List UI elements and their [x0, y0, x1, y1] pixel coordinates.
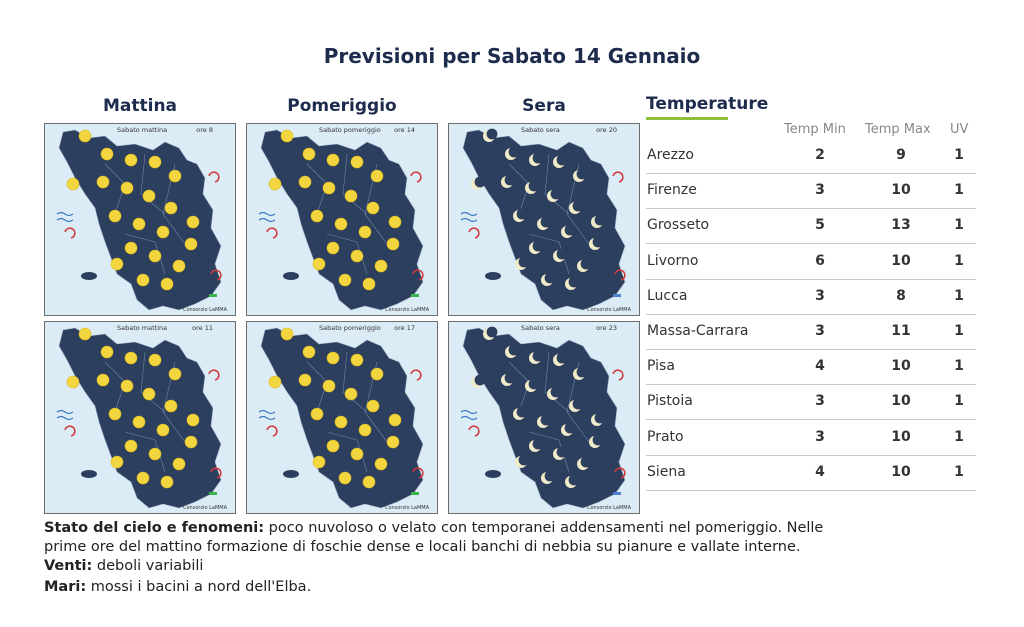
moon-icon-shadow [569, 277, 580, 288]
wind-arrow-icon [65, 426, 75, 436]
moon-icon-shadow [573, 201, 584, 212]
temp-max-value: 10 [891, 428, 911, 445]
panel-label: Sabato mattina [117, 126, 168, 134]
sun-icon [313, 456, 325, 468]
sky-text-2: prime ore del mattino formazione di foschie dense e locali banchi di nebbia su pianure e vallate interne. [44, 539, 801, 555]
sun-icon [149, 354, 161, 366]
column-header-pomeriggio: Pomeriggio [287, 96, 397, 116]
sea-text: mossi i bacini a nord dell'Elba. [86, 579, 312, 595]
wind-arrow-icon [411, 172, 421, 182]
moon-icon-shadow [517, 407, 528, 418]
island-shape [485, 272, 501, 280]
sun-icon [367, 202, 379, 214]
temp-max-value: 10 [891, 182, 911, 199]
moon-icon-shadow [577, 169, 588, 180]
panel-credit: Consorzio LaMMA [183, 505, 227, 511]
sun-icon [149, 448, 161, 460]
sun-icon [327, 242, 339, 254]
moon-icon-shadow [529, 181, 540, 192]
wave-icon [461, 219, 477, 222]
sun-icon [125, 154, 137, 166]
sun-icon [299, 176, 311, 188]
sun-icon [67, 376, 79, 388]
moon-icon-shadow [545, 471, 556, 482]
moon-icon-shadow [529, 379, 540, 390]
sun-icon [299, 374, 311, 386]
sun-icon [149, 250, 161, 262]
temp-min-value: 3 [815, 182, 825, 199]
sun-icon [351, 354, 363, 366]
wind-arrow-icon [209, 370, 219, 380]
sun-icon [109, 408, 121, 420]
city-name: Siena [647, 463, 686, 480]
temp-max-value: 9 [896, 147, 906, 163]
panel-label: Sabato sera [521, 126, 560, 134]
moon-icon-shadow [541, 415, 552, 426]
temp-min-value: 3 [815, 323, 825, 339]
moon-icon-shadow [569, 475, 580, 486]
island-shape [81, 272, 97, 280]
wave-icon [259, 417, 275, 420]
city-name: Grosseto [647, 217, 710, 234]
map-panel-2[interactable] [246, 123, 438, 316]
moon-icon-shadow [595, 413, 606, 424]
table-row [646, 139, 976, 174]
sun-icon [327, 154, 339, 166]
sun-icon [161, 278, 173, 290]
sun-icon [185, 436, 197, 448]
sun-icon [281, 130, 293, 142]
sun-icon [269, 376, 281, 388]
panel-credit: Consorzio LaMMA [385, 307, 429, 313]
temp-max-value: 8 [896, 287, 906, 304]
sun-icon [313, 258, 325, 270]
sun-icon [345, 388, 357, 400]
sky-label: Stato del cielo e fenomeni: [44, 520, 265, 536]
table-row [646, 280, 976, 315]
moon-icon-shadow [551, 387, 562, 398]
temp-min-value: 6 [815, 252, 825, 269]
panel-time: ore 20 [596, 126, 617, 134]
sun-icon [111, 258, 123, 270]
sun-icon [79, 130, 91, 142]
temp-max-value: 11 [891, 323, 911, 339]
table-row [646, 421, 976, 456]
wave-icon [259, 213, 275, 216]
city-name: Pisa [647, 358, 675, 375]
moon-icon-shadow [581, 259, 592, 270]
sun-icon [335, 218, 347, 230]
city-name: Lucca [647, 287, 688, 304]
panel-label: Sabato pomeriggio [319, 324, 381, 332]
sun-icon [375, 260, 387, 272]
moon-icon-shadow [541, 217, 552, 228]
uv-value: 1 [954, 323, 964, 339]
sun-icon [143, 388, 155, 400]
moon-icon-shadow [505, 175, 516, 186]
moon-icon-shadow [509, 345, 520, 356]
sun-icon [389, 216, 401, 228]
sun-icon [311, 408, 323, 420]
sun-icon [269, 178, 281, 190]
uv-value: 1 [954, 463, 964, 480]
panel-credit: Consorzio LaMMA [587, 505, 631, 511]
sun-icon [121, 182, 133, 194]
temperature-title: Temperature [646, 94, 769, 114]
sun-icon [67, 178, 79, 190]
city-name: Livorno [647, 252, 699, 269]
wave-icon [461, 417, 477, 420]
uv-value: 1 [954, 182, 964, 199]
sun-icon [157, 226, 169, 238]
sun-icon [351, 250, 363, 262]
wind-arrow-icon [469, 228, 479, 238]
sun-icon [133, 416, 145, 428]
wind-arrow-icon [469, 426, 479, 436]
column-header-sera: Sera [522, 96, 566, 116]
moon-icon-shadow [487, 129, 498, 140]
sun-icon [345, 190, 357, 202]
moon-icon-shadow [581, 457, 592, 468]
island-shape [283, 272, 299, 280]
sun-icon [101, 346, 113, 358]
panel-time: ore 17 [394, 324, 415, 332]
table-row [646, 456, 976, 491]
sun-icon [173, 260, 185, 272]
moon-icon-shadow [509, 147, 520, 158]
panel-time: ore 11 [192, 324, 213, 332]
moon-icon-shadow [533, 439, 544, 450]
sun-icon [339, 472, 351, 484]
sun-icon [143, 190, 155, 202]
temperature-trend-icon [613, 294, 621, 297]
moon-icon-shadow [519, 455, 530, 466]
column-header-mattina: Mattina [102, 96, 178, 116]
sun-icon [281, 328, 293, 340]
sun-icon [351, 156, 363, 168]
wave-icon [57, 417, 73, 420]
sun-icon [137, 472, 149, 484]
panel-time: ore 8 [196, 126, 213, 134]
panel-label: Sabato mattina [117, 324, 168, 332]
sun-icon [121, 380, 133, 392]
map-panel-4[interactable] [44, 321, 236, 514]
temp-max-value: 10 [891, 358, 911, 375]
wind-label: Venti: [44, 558, 93, 574]
moon-icon-shadow [557, 447, 568, 458]
wind-arrow-icon [209, 172, 219, 182]
sun-icon [387, 436, 399, 448]
city-name: Prato [647, 428, 684, 445]
sun-icon [173, 458, 185, 470]
sun-icon [97, 176, 109, 188]
map-panel-3[interactable] [448, 123, 640, 316]
temp-max-value: 13 [891, 217, 911, 234]
uv-value: 1 [954, 147, 964, 163]
sun-icon [371, 368, 383, 380]
panel-credit: Consorzio LaMMA [385, 505, 429, 511]
moon-icon-shadow [533, 241, 544, 252]
wave-icon [461, 213, 477, 216]
temperature-trend-icon [411, 294, 419, 297]
moon-icon-shadow [595, 215, 606, 226]
page-title: Previsioni per Sabato 14 Gennaio [323, 44, 701, 68]
sun-icon [125, 352, 137, 364]
moon-icon-shadow [533, 153, 544, 164]
title-underline [646, 117, 728, 120]
sun-icon [323, 182, 335, 194]
sun-icon [389, 414, 401, 426]
temp-min-value: 3 [815, 287, 825, 304]
moon-icon-shadow [517, 209, 528, 220]
wave-icon [259, 411, 275, 414]
table-row [646, 350, 976, 385]
sun-icon [125, 242, 137, 254]
sun-icon [351, 448, 363, 460]
wind-arrow-icon [267, 228, 277, 238]
table-row [646, 385, 976, 420]
wave-icon [461, 411, 477, 414]
header-temp-max: Temp Max [865, 122, 931, 137]
sun-icon [367, 400, 379, 412]
sun-icon [169, 170, 181, 182]
island-shape [81, 470, 97, 478]
wind-arrow-icon [267, 426, 277, 436]
city-name: Arezzo [647, 147, 694, 163]
wind-arrow-icon [613, 172, 623, 182]
sun-icon [303, 148, 315, 160]
sun-icon [161, 476, 173, 488]
table-row [646, 245, 976, 280]
moon-icon-shadow [565, 423, 576, 434]
temperature-trend-icon [209, 492, 217, 495]
temp-max-value: 10 [891, 463, 911, 480]
temp-min-value: 4 [815, 463, 825, 480]
temp-max-value: 10 [891, 393, 911, 410]
panel-credit: Consorzio LaMMA [587, 307, 631, 313]
sun-icon [311, 210, 323, 222]
sun-icon [387, 238, 399, 250]
sun-icon [327, 440, 339, 452]
sun-icon [111, 456, 123, 468]
panel-time: ore 23 [596, 324, 617, 332]
moon-icon-shadow [475, 375, 486, 386]
sun-icon [335, 416, 347, 428]
moon-icon-shadow [593, 435, 604, 446]
sun-icon [323, 380, 335, 392]
table-row [646, 174, 976, 209]
wave-icon [57, 213, 73, 216]
uv-value: 1 [954, 428, 964, 445]
sun-icon [187, 216, 199, 228]
moon-icon-shadow [557, 353, 568, 364]
moon-icon-shadow [593, 237, 604, 248]
moon-icon-shadow [565, 225, 576, 236]
wave-icon [57, 219, 73, 222]
sun-icon [363, 278, 375, 290]
panel-time: ore 14 [394, 126, 415, 134]
map-panel-6[interactable] [448, 321, 640, 514]
sun-icon [157, 424, 169, 436]
moon-icon-shadow [557, 155, 568, 166]
moon-icon-shadow [577, 367, 588, 378]
map-panel-1[interactable] [44, 123, 236, 316]
sun-icon [125, 440, 137, 452]
moon-icon-shadow [533, 351, 544, 362]
sun-icon [303, 346, 315, 358]
sun-icon [165, 400, 177, 412]
temp-min-value: 2 [815, 147, 825, 163]
moon-icon-shadow [487, 327, 498, 338]
panel-label: Sabato pomeriggio [319, 126, 381, 134]
uv-value: 1 [954, 287, 964, 304]
city-name: Firenze [647, 182, 697, 199]
sun-icon [149, 156, 161, 168]
city-name: Pistoia [647, 393, 693, 410]
moon-icon-shadow [557, 249, 568, 260]
sea-label: Mari: [44, 579, 87, 595]
moon-icon-shadow [505, 373, 516, 384]
sun-icon [169, 368, 181, 380]
island-shape [283, 470, 299, 478]
wind-arrow-icon [411, 370, 421, 380]
moon-icon-shadow [573, 399, 584, 410]
sun-icon [97, 374, 109, 386]
temp-min-value: 3 [815, 428, 825, 445]
uv-value: 1 [954, 217, 964, 234]
moon-icon-shadow [545, 273, 556, 284]
header-uv: UV [950, 122, 969, 137]
wind-arrow-icon [65, 228, 75, 238]
uv-value: 1 [954, 252, 964, 269]
sky-description-line2 [44, 538, 801, 557]
sky-text-1: poco nuvoloso o velato con temporanei addensamenti nel pomeriggio. Nelle [264, 520, 824, 536]
wave-icon [259, 219, 275, 222]
uv-value: 1 [954, 358, 964, 375]
wind-arrow-icon [613, 370, 623, 380]
temp-min-value: 3 [815, 393, 825, 410]
island-shape [485, 470, 501, 478]
sun-icon [133, 218, 145, 230]
temperature-trend-icon [613, 492, 621, 495]
panel-label: Sabato sera [521, 324, 560, 332]
sun-icon [327, 352, 339, 364]
temp-min-value: 5 [815, 217, 825, 234]
moon-icon-shadow [519, 257, 530, 268]
sun-icon [137, 274, 149, 286]
sun-icon [101, 148, 113, 160]
temp-min-value: 4 [815, 358, 825, 375]
panel-credit: Consorzio LaMMA [183, 307, 227, 313]
temperature-trend-icon [411, 492, 419, 495]
sun-icon [185, 238, 197, 250]
sun-icon [359, 424, 371, 436]
moon-icon-shadow [475, 177, 486, 188]
sea-description [44, 578, 311, 597]
sun-icon [79, 328, 91, 340]
header-temp-min: Temp Min [784, 122, 846, 137]
table-row [646, 315, 976, 350]
table-row [646, 209, 976, 244]
sun-icon [371, 170, 383, 182]
moon-icon-shadow [551, 189, 562, 200]
wind-text: deboli variabili [92, 558, 204, 574]
uv-value: 1 [954, 393, 964, 410]
sky-description [44, 519, 823, 538]
city-name: Massa-Carrara [647, 323, 749, 339]
map-panel-5[interactable] [246, 321, 438, 514]
sun-icon [363, 476, 375, 488]
sun-icon [165, 202, 177, 214]
temp-max-value: 10 [891, 252, 911, 269]
sun-icon [359, 226, 371, 238]
temperature-trend-icon [209, 294, 217, 297]
wind-description [44, 557, 203, 576]
sun-icon [109, 210, 121, 222]
sun-icon [187, 414, 199, 426]
wave-icon [57, 411, 73, 414]
sun-icon [375, 458, 387, 470]
sun-icon [339, 274, 351, 286]
